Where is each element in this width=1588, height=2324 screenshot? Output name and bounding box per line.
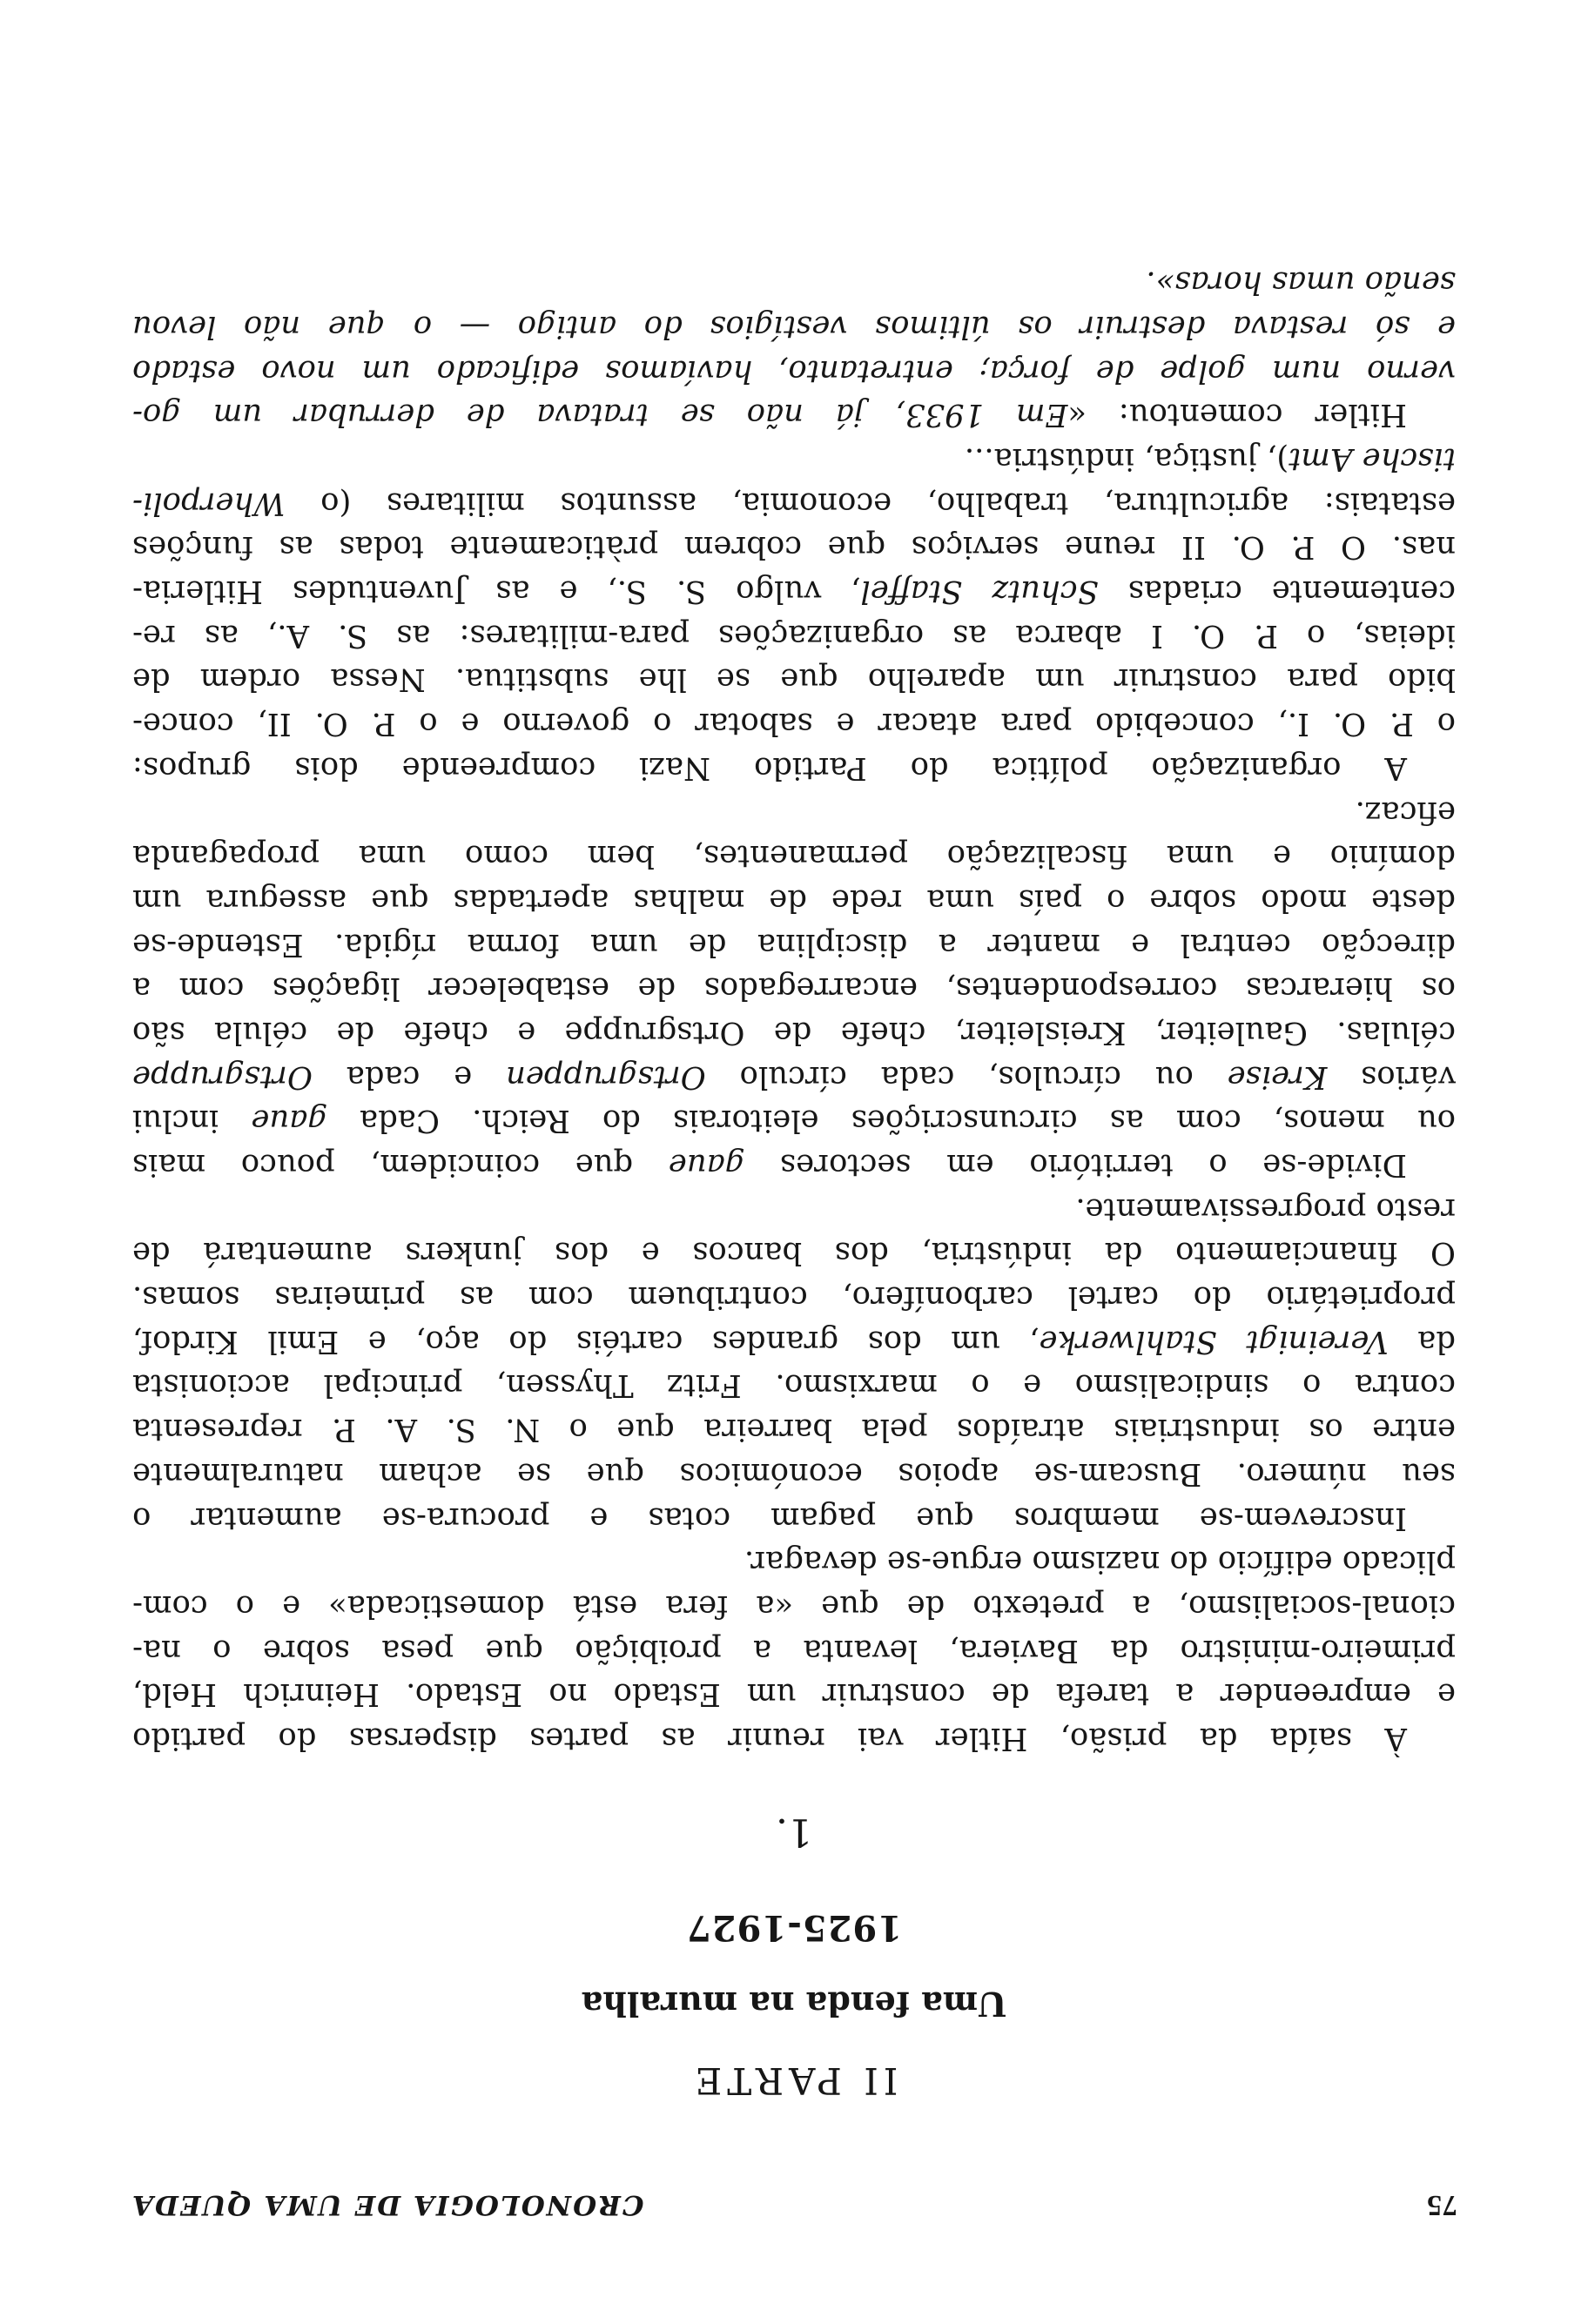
text-line: e só restava destruir os últimos vestígios do antigo — o que não levou [132, 309, 1456, 345]
text-line: A organização política do Partido Nazi compreende dois grupos: [132, 749, 1407, 786]
page-number: 75 [1426, 2189, 1457, 2221]
text-line: deste modo sobre o país uma rede de malhas apertadas que assegura um [132, 882, 1456, 918]
text-line: resto progressivamente. [1075, 1191, 1456, 1227]
text-line: o P. O. I., concebido para atacar e sabotar o governo e o P. O. II, conce- [132, 706, 1456, 742]
text-line: ideias, o P. O. I abarca as organizações para-militares: as S. A., as re- [132, 617, 1456, 654]
text-line: centemente criadas Schutz Staffel, vulgo S. S., e as Juventudes Hitleria- [132, 574, 1456, 610]
text-line: primeiro-ministro da Baviera, levanta a proibição que pesa sobre o na- [132, 1632, 1456, 1669]
text-line: cional-socialismo, a pretexto de que «a fera está domesticada» e o com- [132, 1588, 1456, 1624]
text-line: Hitler comentou: «Em 1933, já não se tratava de derrubar um go- [132, 397, 1407, 433]
text-line: senão umas horas». [1146, 265, 1456, 301]
text-line: O financiamento da indústria, dos bancos e dos junkers aumentará de [132, 1235, 1456, 1272]
body-text [132, 260, 1456, 1760]
text-line: contra o sindicalismo e o marxismo. Fritz Thyssen, principal accionista [132, 1367, 1456, 1404]
part-title: II PARTE [690, 2059, 898, 2102]
text-line: eficaz. [1355, 794, 1456, 830]
text-line: verno num golpe de força; entretanto, havíamos edificado um novo estado [132, 353, 1456, 389]
text-line: da Vereinigt Stahlwerke, um dos grandes cartéis do aço, e Emil Kirdof, [132, 1323, 1456, 1360]
text-line: os hierarcas correspondentes, encarregados de estabelecer ligações com a [132, 971, 1456, 1007]
running-header [131, 2188, 1457, 2221]
text-line: bido para construir um aparelho que se lhe substitua. Nessa ordem de [132, 662, 1456, 698]
running-title: CRONOLOGIA DE UMA QUEDA [131, 2189, 644, 2220]
chapter-number: 1. [776, 1810, 812, 1854]
section-title: Uma fenda na muralha [581, 1985, 1007, 2024]
text-line: e empreender a tarefa de construir um Estado no Estado. Heinrich Held, [132, 1676, 1456, 1713]
text-line: proprietário do cartel carbonífero, contribuem com as primeiras somas. [132, 1280, 1456, 1316]
section-years: 1925-1927 [685, 1907, 903, 1948]
text-line: entre os industriais atraídos pela barreira que o N. S. A. P. representa [132, 1412, 1456, 1448]
text-line: Inscrevem-se membros que pagam cotas e procura-se aumentar o [132, 1500, 1407, 1536]
text-line: células. Gauleiter, Kreisleiter, chefe de Ortsgruppe e chefe de célula são [132, 1015, 1456, 1051]
text-line: nas. O P. O. II reune serviços que cobrem pràticamente todas as funções [132, 529, 1456, 566]
text-line: domínio e uma fiscalização permanentes, bem como uma propaganda [132, 838, 1456, 875]
text-line: seu número. Buscam-se apoios económicos que se acham naturalmente [132, 1455, 1456, 1492]
text-line: vários Kreise ou círculos, cada círculo Ortsgruppen e cada Ortsgruppe [132, 1058, 1456, 1095]
text-line: direcção central e manter a disciplina de uma forma rígida. Estende-se [132, 926, 1456, 963]
text-line: Divide-se o território em sectores gaue que coincidem, pouco mais [132, 1147, 1407, 1184]
text-line: À saída da prisão, Hitler vai reunir as partes dispersas do partido [132, 1721, 1407, 1756]
text-line: tische Amt), justiça, indústria... [964, 441, 1456, 478]
text-line: plicado edifício do nazismo ergue-se devagar. [744, 1544, 1456, 1581]
text-line: ou menos, com as circunscrições eleitorais do Reich. Cada gaue inclui [132, 1103, 1456, 1139]
text-line: estatais: agricultura, trabalho, economia, assuntos militares (o Wherpoli- [132, 485, 1456, 521]
